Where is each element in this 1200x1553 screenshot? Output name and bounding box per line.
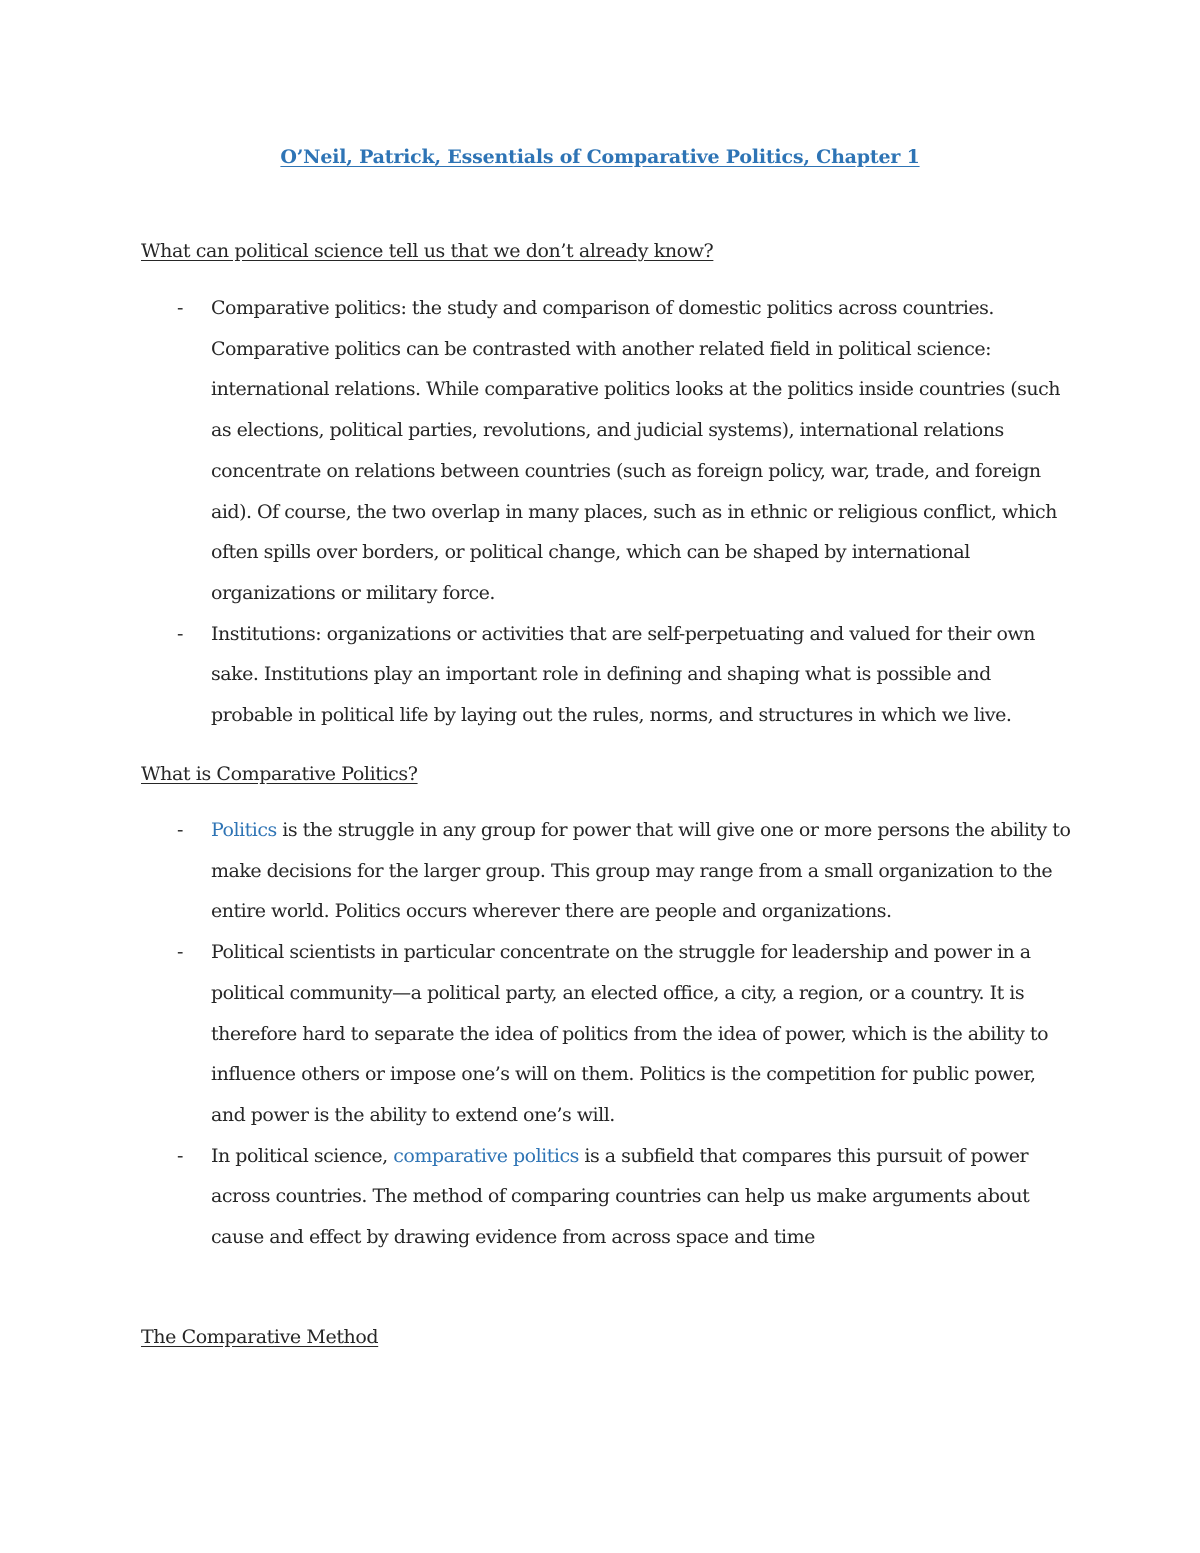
list-item [141,1136,1071,1258]
bullet-dash: - [177,819,183,841]
section-heading-what-is-comparative-politics: What is Comparative Politics? [141,763,418,785]
list-item [141,932,1071,1136]
list-item-text: Institutions: organizations or activities that are self-perpetuating and valued for their own sake. Institutions play an important role in defining and shaping what is possible and probable in political life by laying out the rules, norms, and structures in which we live. [211,622,1035,727]
list-item [141,614,1071,736]
bullet-dash: - [177,941,183,964]
bullet-dash: - [177,1144,183,1167]
list-item [141,288,1071,614]
list-item-text-after: is a subfield that compares this pursuit of power across countries. The method of comparing countries can help us make arguments about cause and effect by drawing evidence from across space and time [211,1144,1030,1249]
list-item-text: Comparative politics: the study and comparison of domestic politics across countries. Comparative politics can be contrasted with another related field in political science: international relations. While comparative politics looks at the politics inside countries (such as elections, political parties, revolutions, and judicial systems), international relations concentrate on relations between countries (such as foreign policy, war, trade, and foreign aid). Of course, the two overlap in many places, such as in ethnic or religious conflict, which often spills over borders, or political change, which can be shaped by international organizations or military force. [211,297,1061,604]
bullet-list-section-1 [141,288,1071,736]
list-item-text-before: In political science, [211,1144,394,1167]
bullet-list-section-2 [141,810,1071,1258]
list-item [141,810,1071,932]
bullet-dash: - [177,297,183,319]
section-heading-comparative-method: The Comparative Method [141,1326,379,1348]
document-title: O’Neil, Patrick, Essentials of Comparative Politics, Chapter 1 [280,146,920,168]
key-term-comparative-politics: comparative politics [393,1144,579,1167]
section-heading-what-can-political-science: What can political science tell us that we don’t already know? [141,240,714,262]
key-term-politics: Politics [211,819,277,841]
bullet-dash: - [177,622,183,645]
list-item-text-after: is the struggle in any group for power that will give one or more persons the ability to make decisions for the larger group. This group may range from a small organization to the entire world. Politics occurs wherever there are people and organizations. [211,819,1071,923]
list-item-text: Political scientists in particular concentrate on the struggle for leadership and power in a political community—a political party, an elected office, a city, a region, or a country. It is therefore hard to separate the idea of politics from the idea of power, which is the ability to influence others or impose one’s will on them. Politics is the competition for public power, and power is the ability to extend one’s will. [211,941,1049,1126]
